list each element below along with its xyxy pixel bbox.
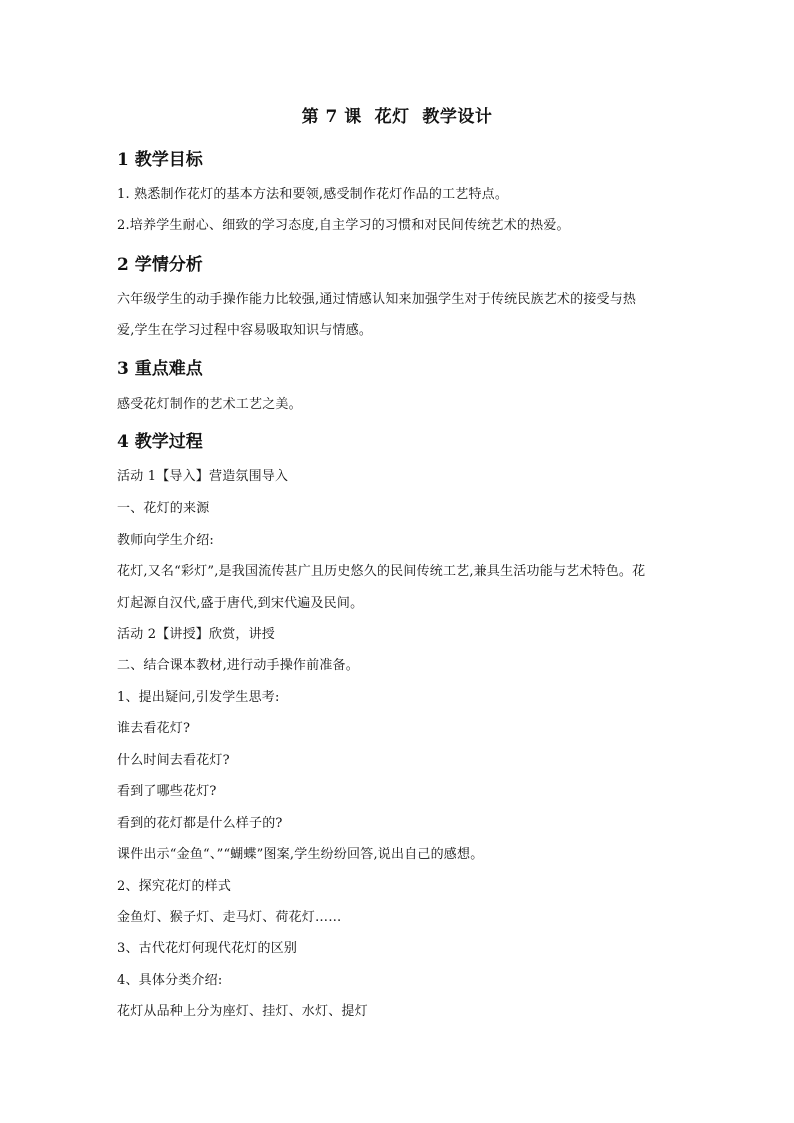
paragraph: 谁去看花灯? [117,721,191,736]
paragraph: 1. 熟悉制作花灯的基本方法和要领,感受制作花灯作品的工艺特点。 [117,187,509,202]
paragraph: 一、花灯的来源 [117,501,210,516]
section-heading-key-points: 3 重点难点 [117,359,203,379]
paragraph: 教师向学生介绍: [117,533,214,548]
paragraph: 爱,学生在学习过程中容易吸取知识与情感。 [117,323,373,338]
paragraph: 活动 2【讲授】欣赏，讲授 [117,627,276,642]
paragraph: 看到的花灯都是什么样子的? [117,816,283,831]
paragraph: 灯起源自汉代,盛于唐代,到宋代遍及民间。 [117,596,364,611]
section-heading-objectives: 1 教学目标 [117,150,203,170]
paragraph: 活动 1【导入】营造氛围导入 [117,469,289,484]
paragraph: 3、古代花灯何现代花灯的区别 [117,941,298,956]
paragraph: 金鱼灯、猴子灯、走马灯、荷花灯…… [117,910,342,925]
document-title: 第 7 课 花灯 教学设计 [301,107,493,127]
paragraph: 看到了哪些花灯? [117,784,217,799]
paragraph: 4、具体分类介绍: [117,973,223,988]
paragraph: 2、探究花灯的样式 [117,879,232,894]
paragraph: 2.培养学生耐心、细致的学习态度,自主学习的习惯和对民间传统艺术的热爱。 [117,218,570,233]
paragraph: 花灯,又名“彩灯”,是我国流传甚广且历史悠久的民间传统工艺,兼具生活功能与艺术特色。花 [117,564,646,579]
paragraph: 什么时间去看花灯? [117,753,230,768]
paragraph: 1、提出疑问,引发学生思考: [117,690,280,705]
paragraph: 二、结合课本教材,进行动手操作前准备。 [117,658,359,673]
section-heading-analysis: 2 学情分析 [117,255,203,275]
paragraph: 课件出示“金鱼“、”“蝴蝶”图案,学生纷纷回答,说出自己的感想。 [117,847,484,862]
paragraph: 感受花灯制作的艺术工艺之美。 [117,397,302,412]
paragraph: 花灯从品种上分为座灯、挂灯、水灯、提灯 [117,1004,368,1019]
paragraph: 六年级学生的动手操作能力比较强,通过情感认知来加强学生对于传统民族艺术的接受与热 [117,292,637,307]
section-heading-process: 4 教学过程 [117,432,203,452]
